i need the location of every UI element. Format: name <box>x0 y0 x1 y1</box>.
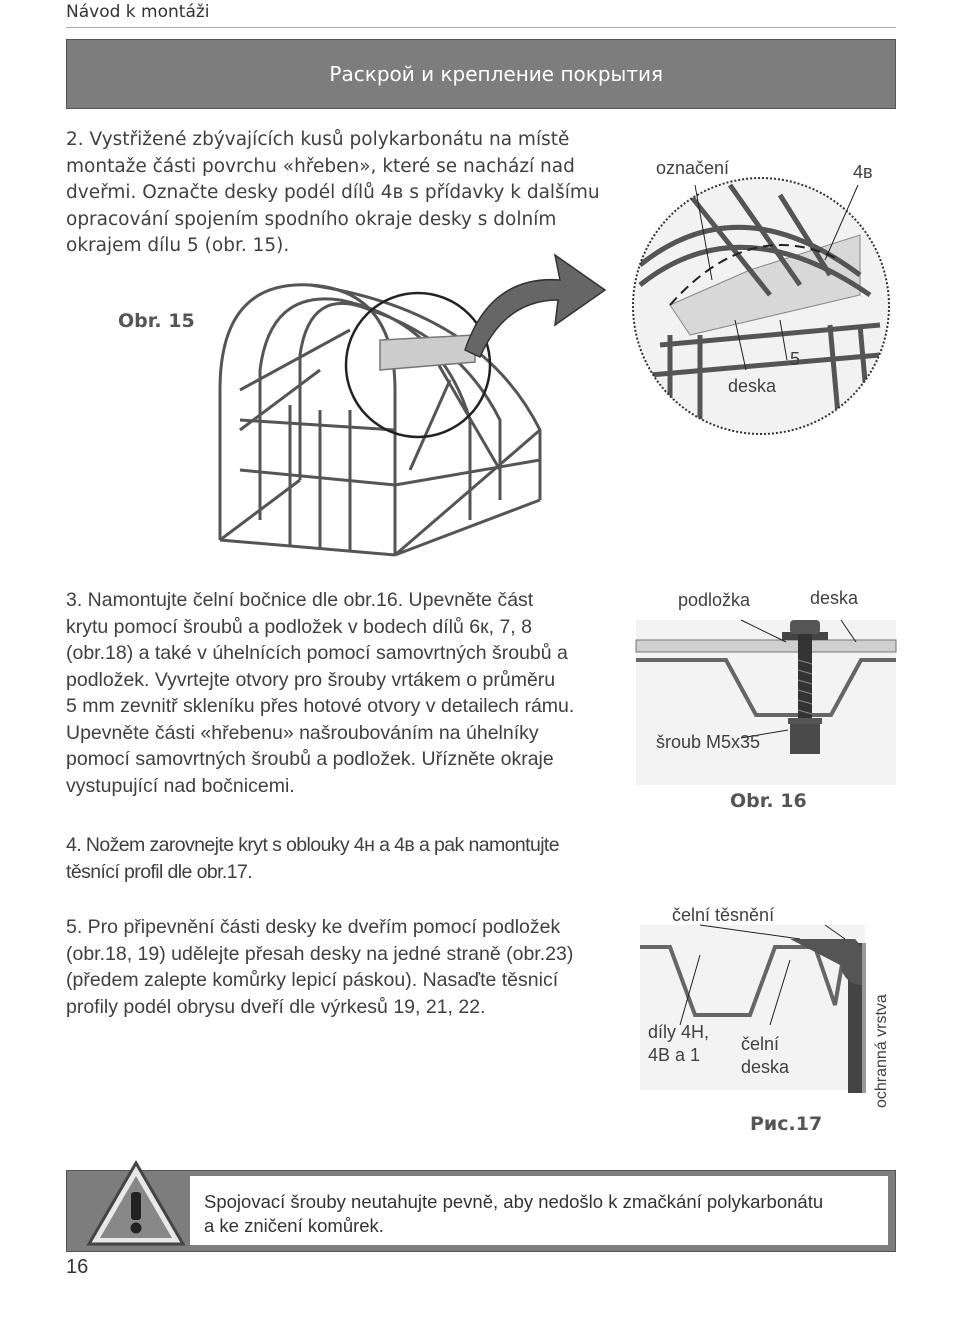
text-line: okrajem dílu 5 (obr. 15). <box>66 235 290 256</box>
label-screw: šroub M5x35 <box>656 732 761 752</box>
section-banner <box>66 39 896 109</box>
warning-box <box>66 1170 896 1252</box>
label-marking: označení <box>656 158 730 178</box>
label-parts-line2: 4B a 1 <box>648 1045 701 1065</box>
header-divider <box>66 27 896 28</box>
text-line: opracování spojením spodního okraje desky s dolním <box>66 208 557 230</box>
label-part-4v: 4в <box>853 162 873 182</box>
label-protective-layer: ochranná vrstva <box>873 994 890 1108</box>
text-line: (obr.18, 19) udělejte přesah desky na jedné straně (obr.23) <box>66 942 574 965</box>
warning-line: Spojovací šrouby neutahujte pevně, aby nedošlo k zmačkání polykarbonátu <box>204 1191 824 1212</box>
callout-arrow <box>460 245 610 365</box>
label-washer: podložka <box>678 590 751 610</box>
text-line: (předem zalepte komůrky lepicí páskou). Nasaďte těsnicí <box>66 969 559 991</box>
text-line: krytu pomocí šroubů a podložek v bodech dílů 6к, 7, 8 <box>66 615 532 638</box>
running-header: Návod k montáži <box>66 2 210 22</box>
figure-16-caption: Obr. 16 <box>730 790 807 812</box>
text-line: (obr.18) a také v úhelnících pomocí samovrtných šroubů a <box>66 642 568 664</box>
label-board-16: deska <box>810 588 859 608</box>
warning-icon <box>86 1160 186 1248</box>
text-line: těsnící profil dle obr.17. <box>66 860 253 883</box>
section-2-text <box>66 127 610 260</box>
section-3-text <box>66 587 610 799</box>
text-line: 5. Pro připevnění části desky ke dveřím pomocí podložek <box>66 916 561 938</box>
text-line: Upevněte části «hřebenu» našroubováním na úhelníky <box>66 721 539 744</box>
text-line: dveřmi. Označte desky podél dílů 4в s přídavky k dalšímu <box>66 182 600 203</box>
section-4-text <box>66 832 610 885</box>
ridge-detail-illustration <box>630 175 892 437</box>
text-line: 2. Vystřižené zbývajících kusů polykarbonátu na místě <box>66 129 570 150</box>
figure-15-caption: Obr. 15 <box>118 310 195 332</box>
text-line: 3. Namontujte čelní bočnice dle obr.16. Upevněte část <box>66 589 534 611</box>
label-front-board-line2: deska <box>741 1057 790 1077</box>
text-line: montaže části povrchu «hřeben», které se nachází nad <box>66 155 575 177</box>
label-board: deska <box>728 376 777 396</box>
warning-text <box>204 1190 823 1238</box>
warning-text-panel <box>190 1176 888 1245</box>
text-line: vystupující nad bočnicemi. <box>66 774 295 797</box>
warning-line: a ke zničení komůrek. <box>204 1215 384 1236</box>
section-5-text <box>66 914 610 1020</box>
screw-detail-illustration <box>636 620 896 785</box>
page-number: 16 <box>66 1256 89 1278</box>
text-line: 4. Nožem zarovnejte kryt s oblouky 4н a 4в a pak namontujte <box>66 834 559 856</box>
text-line: pomocí samovrtných šroubů a podložek. Uřízněte okraje <box>66 748 554 770</box>
text-line: podložek. Vyvrtejte otvory pro šrouby vrtákem o průměru <box>66 668 556 691</box>
text-line: profily podél obrysu dveří dle výrkesů 19, 21, 22. <box>66 995 486 1018</box>
banner-title: Раскрой и крепление покрытия <box>329 62 663 86</box>
label-part-5: 5 <box>790 349 801 369</box>
text-line: 5 mm zevnitř skleníku přes hotové otvory v detailech rámu. <box>66 695 575 717</box>
label-parts-line1: díly 4H, <box>648 1022 710 1042</box>
figure-17-caption: Рис.17 <box>750 1113 823 1135</box>
label-front-board-line1: čelní <box>741 1034 780 1054</box>
label-front-seal: čelní těsnění <box>672 905 775 925</box>
